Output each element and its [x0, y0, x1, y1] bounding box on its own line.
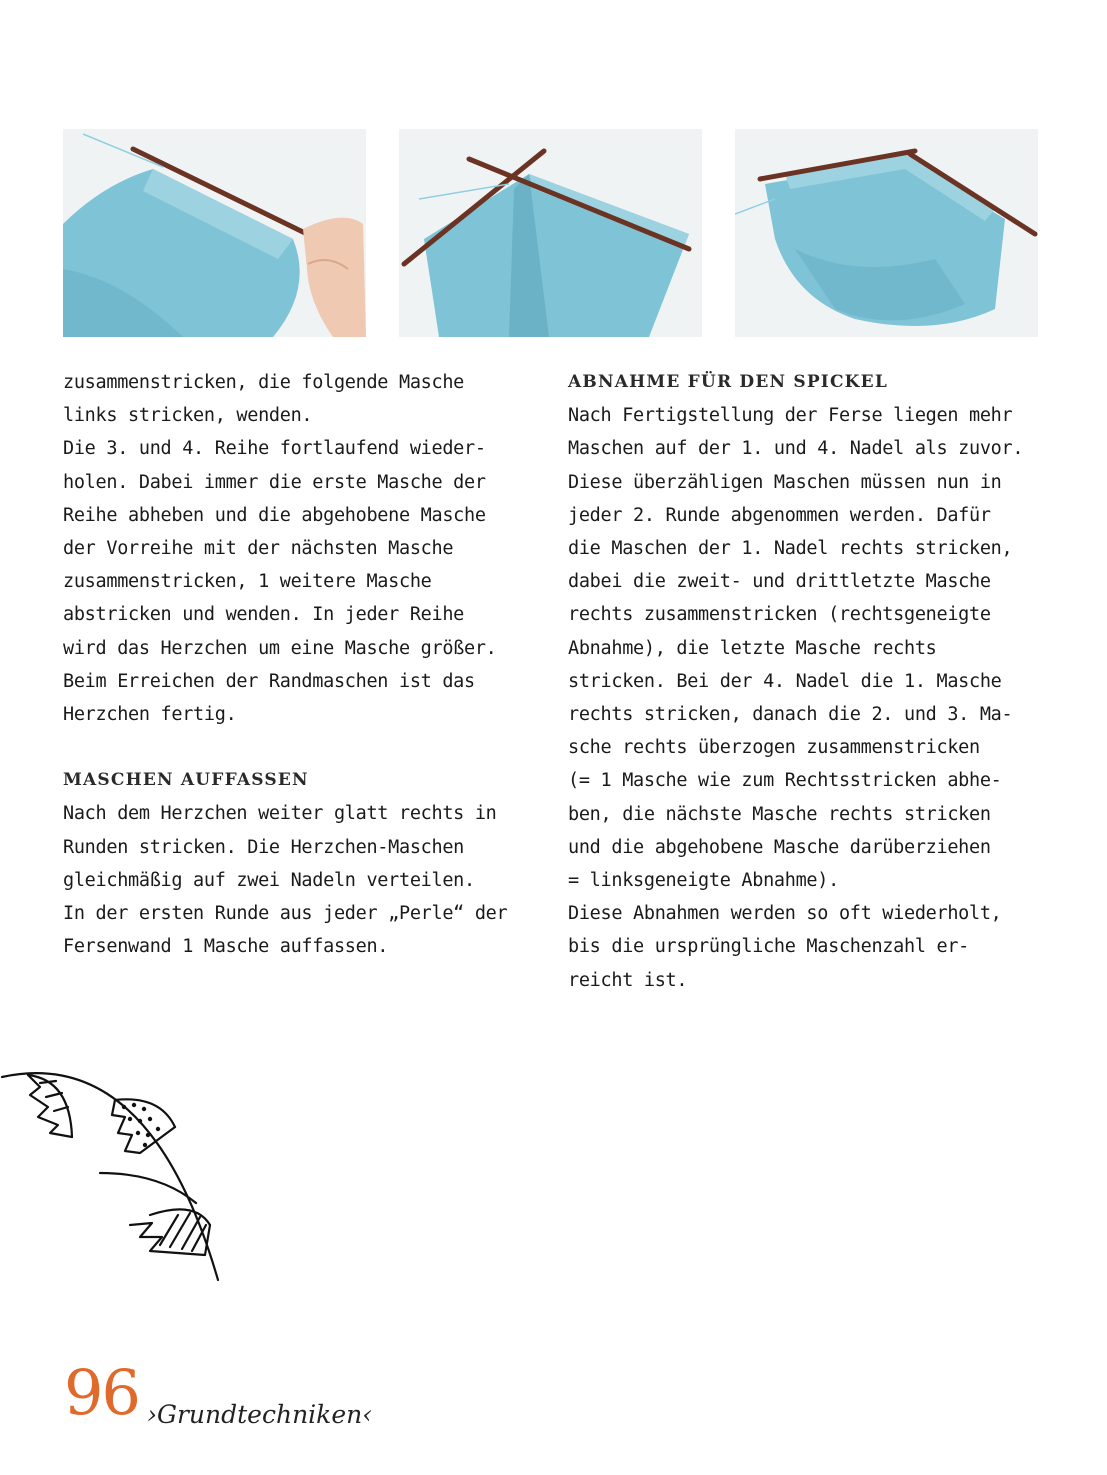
text-line: Nach dem Herzchen weiter glatt rechts in — [63, 803, 497, 825]
text-line: Reihe abheben und die abgehobene Masche — [63, 504, 486, 526]
left-paragraph — [63, 366, 543, 731]
text-line: Diese Abnahmen werden so oft wiederholt, — [568, 903, 1002, 925]
maschen-auffassen-paragraph — [63, 797, 543, 963]
text-line: rechts stricken, danach die 2. und 3. Ma- — [568, 704, 1013, 726]
text-line: Beim Erreichen der Randmaschen ist das — [63, 670, 475, 692]
text-line: = linksgeneigte Abnahme). — [568, 870, 839, 892]
text-line: zusammenstricken, die folgende Masche — [63, 372, 465, 393]
knitting-photo-3 — [735, 129, 1038, 337]
text-line: links stricken, wenden. — [63, 405, 313, 427]
text-line: Diese überzähligen Maschen müssen nun in — [568, 471, 1002, 493]
text-line: Herzchen fertig. — [63, 704, 237, 726]
text-line: Die 3. und 4. Reihe fortlaufend wieder- — [63, 438, 486, 460]
text-line: dabei die zweit- und drittletzte Masche — [568, 571, 991, 593]
knitting-photo-1-illustration — [63, 129, 366, 337]
section-heading-maschen-auffassen: MASCHEN AUFFASSEN — [63, 770, 309, 791]
text-line: Nach Fertigstellung der Ferse liegen mehr — [568, 405, 1013, 427]
knitting-photo-2 — [399, 129, 702, 337]
text-line: Maschen auf der 1. und 4. Nadel als zuvor. — [568, 438, 1024, 460]
text-line: abstricken und wenden. In jeder Reihe — [63, 604, 465, 626]
text-line: (= 1 Masche wie zum Rechtsstricken abhe- — [568, 770, 1002, 792]
section-title: ›Grundtechniken‹ — [147, 1400, 373, 1429]
text-line: stricken. Bei der 4. Nadel die 1. Masche — [568, 670, 1002, 692]
text-line: reicht ist. — [568, 969, 688, 991]
decorative-feather-fan-icon — [0, 1055, 230, 1290]
text-line: zusammenstricken, 1 weitere Masche — [63, 571, 432, 593]
text-line: die Maschen der 1. Nadel rechts stricken, — [568, 538, 1013, 560]
text-line: Fersenwand 1 Masche auffassen. — [63, 936, 389, 958]
text-line: wird das Herzchen um eine Masche größer. — [63, 637, 497, 659]
knitting-photo-1 — [63, 129, 366, 337]
text-line: der Vorreihe mit der nächsten Masche — [63, 538, 454, 560]
text-line: ben, die nächste Masche rechts stricken — [568, 803, 991, 825]
text-line: rechts zusammenstricken (rechtsgeneigte — [568, 604, 991, 626]
text-line: sche rechts überzogen zusammenstricken — [568, 737, 980, 759]
knitting-photo-3-illustration — [735, 129, 1038, 337]
right-text-column — [568, 366, 1048, 997]
section-heading-abnahme-spickel: ABNAHME FÜR DEN SPICKEL — [568, 372, 888, 392]
text-line: und die abgehobene Masche darüberziehen — [568, 836, 991, 858]
text-line: Abnahme), die letzte Masche rechts — [568, 637, 937, 659]
text-line: In der ersten Runde aus jeder „Perle“ der — [63, 903, 508, 925]
left-text-column — [63, 366, 543, 963]
text-line: jeder 2. Runde abgenommen werden. Dafür — [568, 504, 991, 526]
text-line: bis die ursprüngliche Maschenzahl er- — [568, 936, 970, 958]
paragraph-spacer — [63, 731, 543, 764]
text-line: Runden stricken. Die Herzchen-Maschen — [63, 836, 465, 858]
page-number: 96 — [64, 1356, 139, 1429]
abnahme-spickel-paragraph — [568, 399, 1048, 997]
text-line: holen. Dabei immer die erste Masche der — [63, 471, 486, 493]
text-line: gleichmäßig auf zwei Nadeln verteilen. — [63, 869, 475, 891]
knitting-photo-2-illustration — [399, 129, 702, 337]
